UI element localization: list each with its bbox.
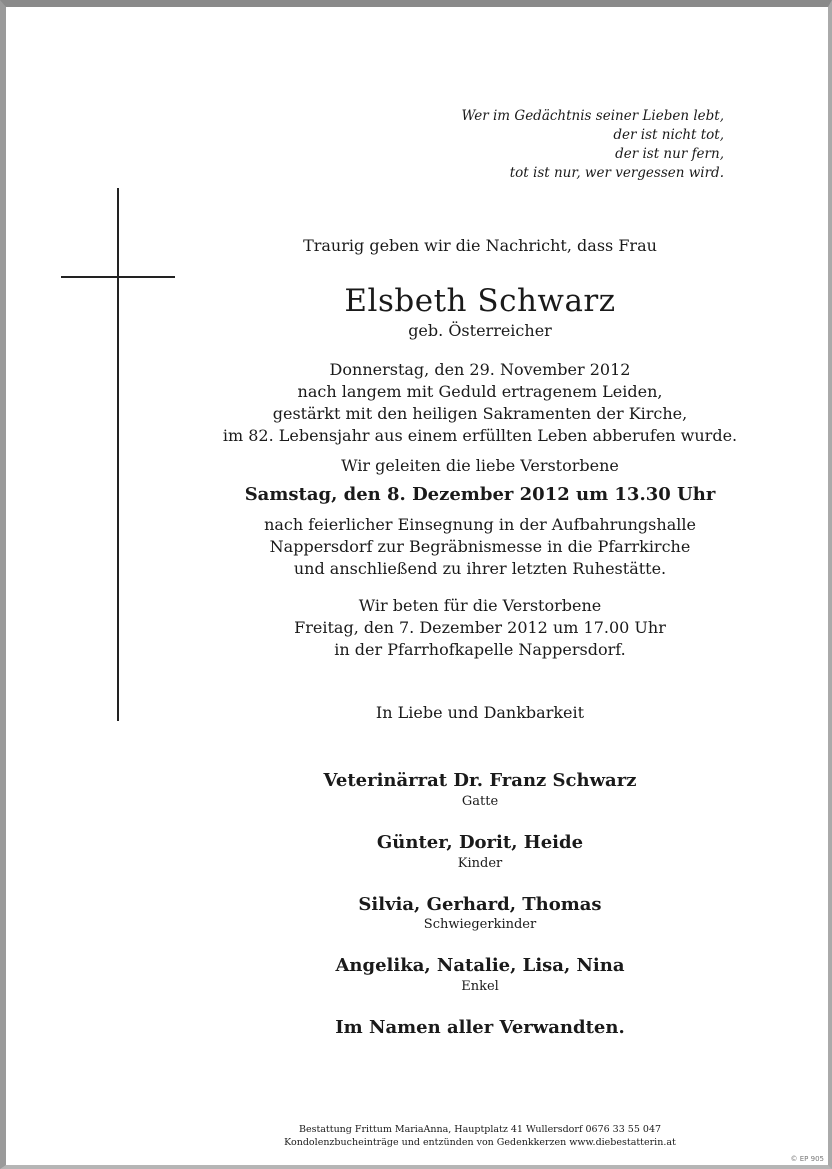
motto-line: der ist nicht tot, [613,127,724,143]
relatives-text: Im Namen aller Verwandten. [335,1017,625,1038]
funeral-intro: Wir geleiten die liebe Verstorbene [341,456,619,475]
mourner-names: Angelika, Natalie, Lisa, Nina [335,955,625,976]
funeral-detail-line: nach feierlicher Einsegnung in der Aufbahrungshalle [264,515,696,534]
corner-code: © EP 905 [790,1155,824,1163]
intro-text: Traurig geben wir die Nachricht, dass Frau [303,236,657,255]
prayer-info [190,595,770,661]
funeral-detail-line: Nappersdorf zur Begräbnismesse in die Pfarrkirche [269,537,691,556]
mourner-relation: Schwiegerkinder [423,917,537,932]
footer-line: Bestattung Frittum MariaAnna, Hauptplatz 41 Wullersdorf 0676 33 55 047 [298,1124,662,1135]
death-line: nach langem mit Geduld ertragenem Leiden, [297,382,663,401]
deceased-name: Elsbeth Schwarz [344,283,616,319]
motto [324,107,724,183]
prayer-line: Wir beten für die Verstorbene [358,596,602,615]
funeral-details [190,514,770,580]
footer-line: Kondolenzbucheinträge und entzünden von Gedenkkerzen www.diebestatterin.at [284,1137,676,1148]
mourner-relation: Enkel [461,979,499,994]
mourner-names: Silvia, Gerhard, Thomas [358,894,602,915]
death-line: Donnerstag, den 29. November 2012 [329,360,631,379]
prayer-line: in der Pfarrhofkapelle Nappersdorf. [334,640,626,659]
prayer-line: Freitag, den 7. Dezember 2012 um 17.00 Uhr [294,618,666,637]
cross-icon [117,188,119,721]
mourner-relation: Kinder [457,856,503,871]
cross-icon-bar [61,276,175,278]
motto-line: Wer im Gedächtnis seiner Lieben lebt, [461,108,724,124]
motto-line: der ist nur fern, [615,146,724,162]
death-line: im 82. Lebensjahr aus einem erfüllten Leben abberufen wurde. [222,426,738,445]
mourner-relation: Gatte [461,794,499,809]
deceased-maiden-name: geb. Österreicher [408,321,552,340]
funeral-detail-line: und anschließend zu ihrer letzten Ruhestätte. [293,559,667,578]
closing-text: In Liebe und Dankbarkeit [375,703,585,722]
death-line: gestärkt mit den heiligen Sakramenten der Kirche, [272,404,688,423]
funeral-date: Samstag, den 8. Dezember 2012 um 13.30 Uhr [244,484,716,505]
mourner-names: Veterinärrat Dr. Franz Schwarz [323,770,637,791]
death-announcement [190,359,770,447]
mourner-names: Günter, Dorit, Heide [376,832,584,853]
motto-line: tot ist nur, wer vergessen wird. [509,165,724,181]
footer [190,1123,770,1149]
